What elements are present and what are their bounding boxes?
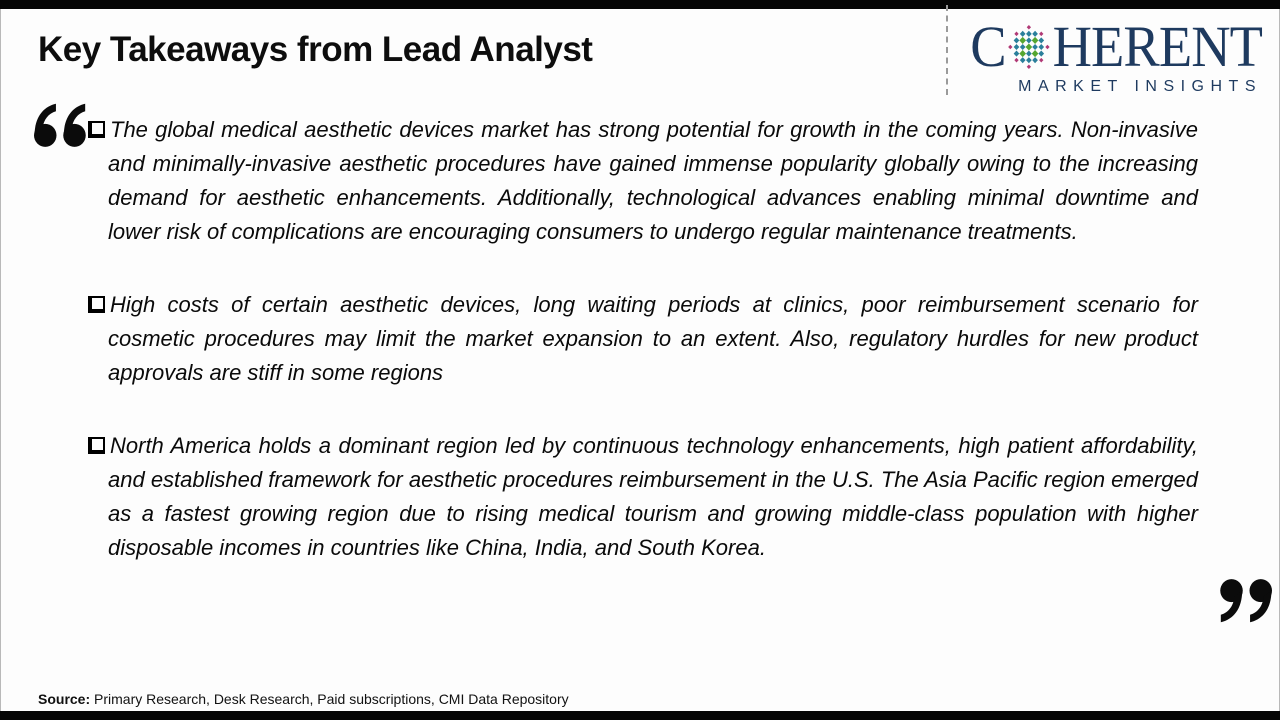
list-item	[88, 288, 1198, 390]
bullet-text: High costs of certain aesthetic devices, long waiting periods at clinics, poor reimbursement scenario for cosmetic procedures may limit the market expansion to an extent. Also, regulatory hurdles for new product approvals are stiff in some regions	[108, 292, 1198, 385]
logo-letter-c: C	[970, 14, 1006, 79]
globe-icon	[1007, 24, 1050, 70]
list-item	[88, 113, 1198, 249]
bullet-text: The global medical aesthetic devices market has strong potential for growth in the coming years. Non-invasive and minimally-invasive aesthetic procedures have gained immense popularity globally owing to the increasing demand for aesthetic enhancements. Additionally, technological advances enabling minimal downtime and lower risk of complications are encouraging consumers to undergo regular maintenance treatments.	[108, 117, 1198, 244]
logo-wordmark	[970, 14, 1262, 79]
bullet-text: North America holds a dominant region led by continuous technology enhancements, high patient affordability, and established framework for aesthetic procedures reimbursement in the U.S. The Asia Pacific region emerged as a fastest growing region due to rising medical tourism and growing middle-class population with higher disposable incomes in countries like China, India, and South Korea.	[108, 433, 1198, 560]
logo-tagline: MARKET INSIGHTS	[1018, 78, 1262, 95]
takeaways-list	[88, 113, 1198, 604]
brand-logo	[962, 14, 1262, 96]
top-bar	[0, 0, 1280, 9]
checkbox-bullet-icon	[88, 121, 105, 138]
checkbox-bullet-icon	[88, 437, 105, 454]
bottom-bar	[0, 711, 1280, 720]
source-line	[38, 691, 569, 707]
source-label: Source:	[38, 691, 91, 707]
checkbox-bullet-icon	[88, 296, 105, 313]
source-text: Primary Research, Desk Research, Paid subscriptions, CMI Data Repository	[90, 691, 569, 707]
list-item	[88, 429, 1198, 565]
header-divider	[946, 5, 948, 95]
close-quote-icon	[1218, 578, 1272, 624]
logo-letters-rest: HERENT	[1052, 14, 1262, 79]
open-quote-icon	[34, 102, 88, 148]
page-title: Key Takeaways from Lead Analyst	[38, 30, 593, 69]
